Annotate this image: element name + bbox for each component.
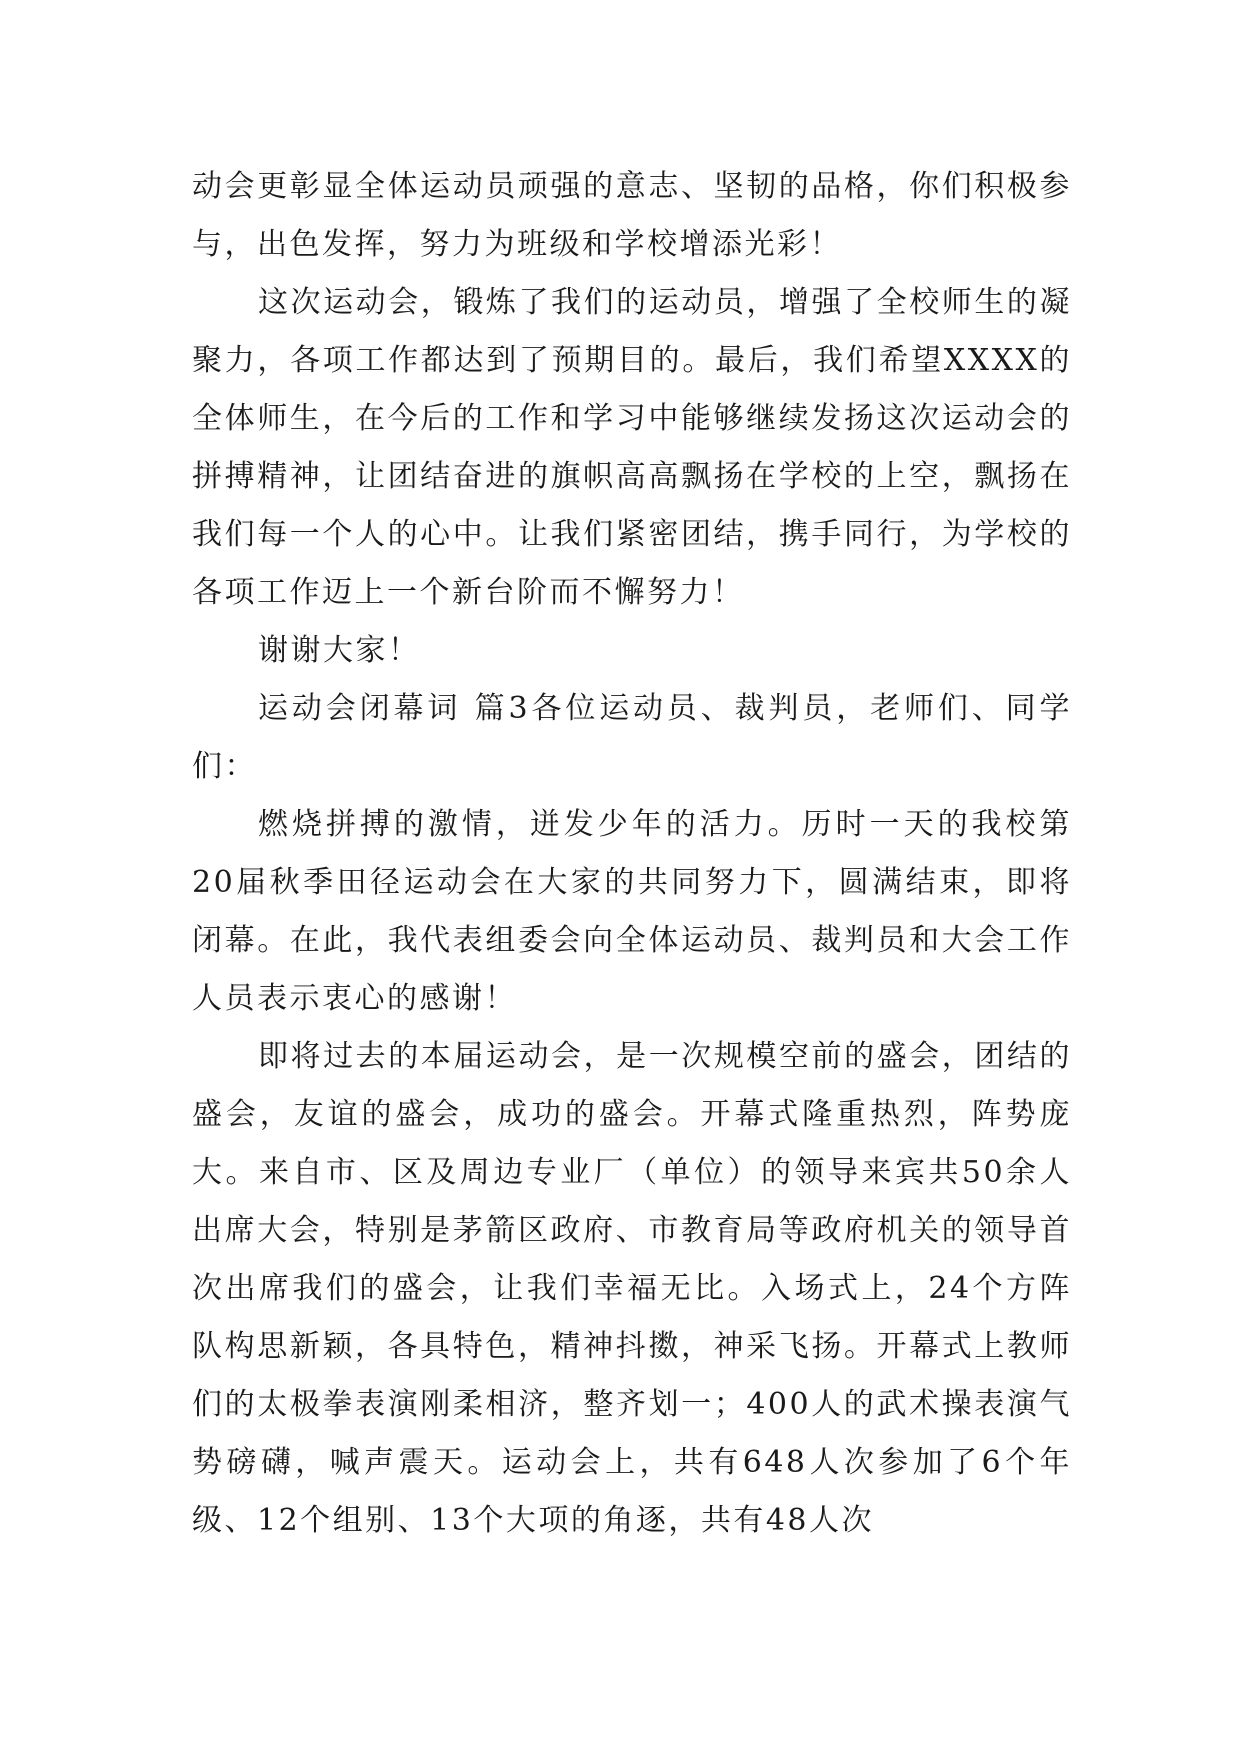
paragraph-5: 燃烧拼搏的激情，迸发少年的活力。历时一天的我校第20届秋季田径运动会在大家的共同努力下，圆满结束，即将闭幕。在此，我代表组委会向全体运动员、裁判员和大会工作人员表示衷心的感谢！ <box>192 807 1072 1016</box>
paragraph-1: 动会更彰显全体运动员顽强的意志、坚韧的品格，你们积极参与，出色发挥，努力为班级和学校增添光彩！ <box>192 169 1072 262</box>
document-body <box>192 158 1072 1550</box>
paragraph-6: 即将过去的本届运动会，是一次规模空前的盛会，团结的盛会，友谊的盛会，成功的盛会。开幕式隆重热烈，阵势庞大。来自市、区及周边专业厂（单位）的领导来宾共50余人出席大会，特别是茅箭区政府、市教育局等政府机关的领导首次出席我们的盛会，让我们幸福无比。入场式上，24个方阵队构思新颖，各具特色，精神抖擞，神采飞扬。开幕式上教师们的太极拳表演刚柔相济，整齐划一；400人的武术操表演气势磅礴，喊声震天。运动会上，共有648人次参加了6个年级、12个组别、13个大项的角逐，共有48人次 <box>192 1039 1072 1538</box>
paragraph-2: 这次运动会，锻炼了我们的运动员，增强了全校师生的凝聚力，各项工作都达到了预期目的。最后，我们希望XXXX的全体师生，在今后的工作和学习中能够继续发扬这次运动会的拼搏精神，让团结奋进的旗帜高高飘扬在学校的上空，飘扬在我们每一个人的心中。让我们紧密团结，携手同行，为学校的各项工作迈上一个新台阶而不懈努力！ <box>192 285 1072 610</box>
paragraph-3: 谢谢大家！ <box>258 633 421 668</box>
paragraph-4: 运动会闭幕词 篇3各位运动员、裁判员，老师们、同学们： <box>192 691 1072 784</box>
